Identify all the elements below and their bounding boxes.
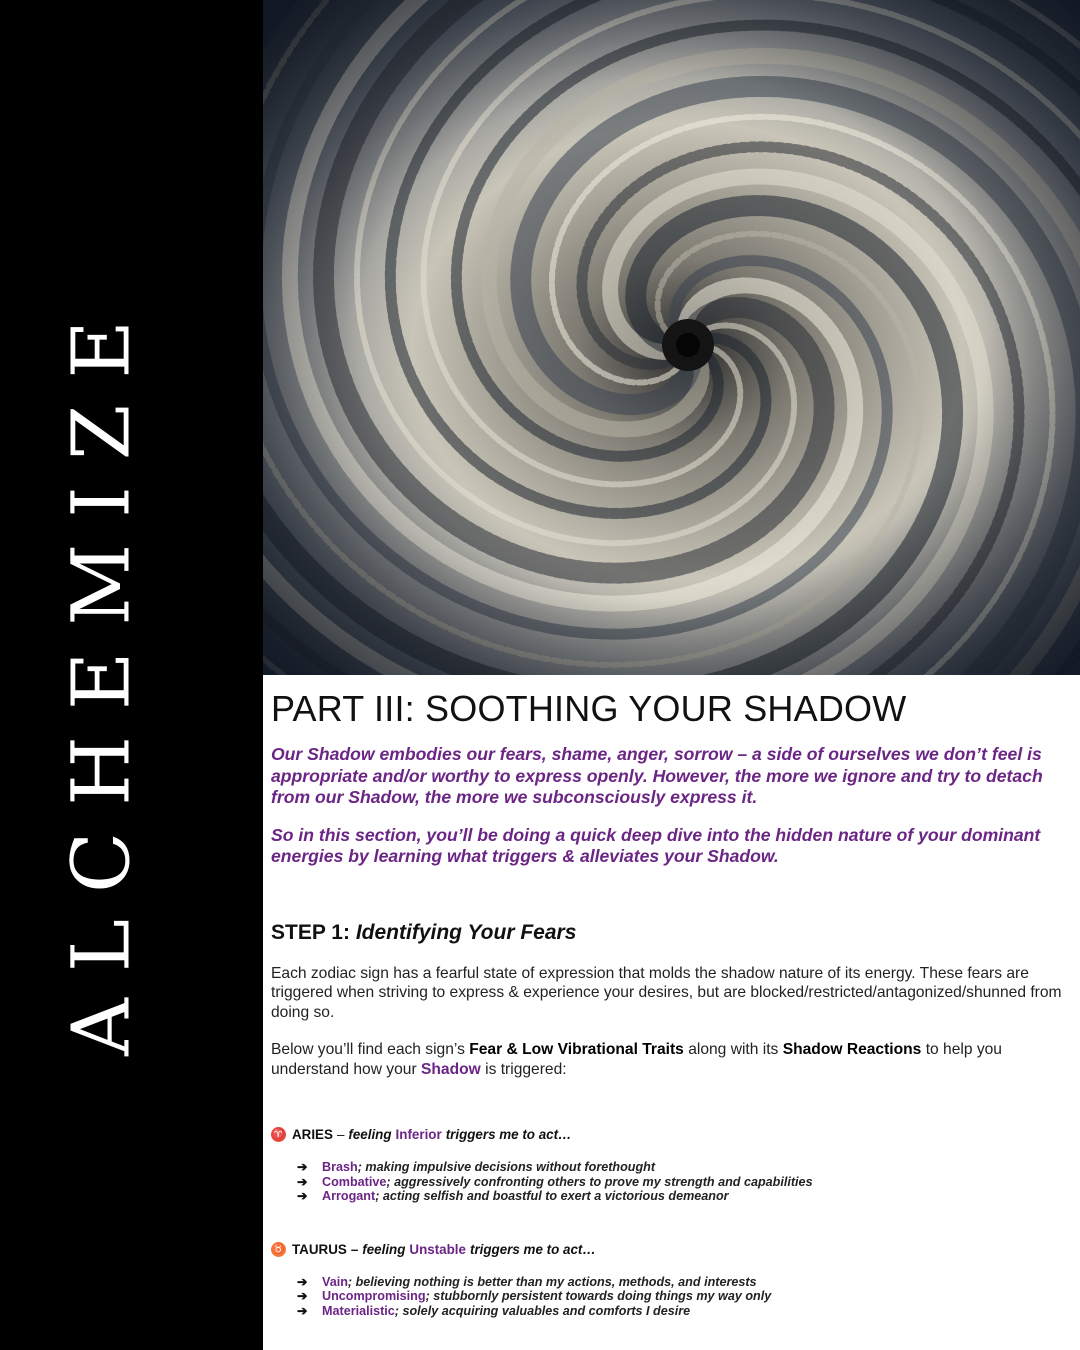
side-band — [0, 0, 263, 1350]
sign-heading — [271, 1242, 1066, 1257]
sign-feeling: feeling — [348, 1127, 392, 1142]
trait-desc: ; making impulsive decisions without forethought — [357, 1160, 656, 1174]
arrow-icon: ➔ — [297, 1274, 308, 1289]
para2-bold-shadow-reactions: Shadow Reactions — [782, 1041, 922, 1058]
list-item — [297, 1275, 1066, 1290]
intro-paragraph-2: So in this section, you’ll be doing a quick deep dive into the hidden nature of your dominant energies by learning what triggers & alleviates your Shadow. — [271, 824, 1041, 866]
hero-image — [263, 0, 1080, 675]
para2-bold-fear-traits: Fear & Low Vibrational Traits — [469, 1041, 684, 1058]
trait-desc: ; solely acquiring valuables and comforts I desire — [394, 1303, 691, 1318]
brand-wordmark: ALCHEMIZE — [54, 294, 148, 1056]
paragraph-below — [271, 1040, 1066, 1079]
arrow-icon: ➔ — [297, 1174, 308, 1189]
trait-name: Vain — [322, 1274, 348, 1289]
para2-text-4: is triggered: — [485, 1060, 567, 1078]
para2-bold-shadow: Shadow — [420, 1060, 481, 1078]
aries-icon: ♈ — [272, 1129, 285, 1140]
arrow-icon: ➔ — [297, 1303, 308, 1318]
sign-section-aries — [271, 1127, 1066, 1204]
trait-desc: ; acting selfish and boastful to exert a victorious demeanor — [375, 1189, 729, 1204]
sign-dash: – — [350, 1241, 359, 1257]
list-item — [297, 1189, 1066, 1204]
trait-desc: ; believing nothing is better than my actions, methods, and interests — [347, 1274, 757, 1289]
list-item — [297, 1160, 1066, 1175]
arrow-icon: ➔ — [297, 1289, 308, 1304]
step-label: STEP 1: — [271, 920, 350, 944]
para2-text-3: to help you understand how your — [271, 1041, 1002, 1078]
sign-section-taurus — [271, 1242, 1066, 1319]
sign-name: ARIES — [292, 1127, 333, 1142]
arrow-icon: ➔ — [297, 1160, 308, 1174]
list-item — [297, 1304, 1066, 1319]
list-item — [297, 1289, 1066, 1304]
list-item — [297, 1175, 1066, 1190]
document-body — [271, 686, 1066, 1319]
para2-text-2: along with its — [688, 1041, 779, 1058]
sign-feeling: feeling — [362, 1241, 406, 1257]
para2-text-1: Below you’ll find each sign’s — [271, 1041, 465, 1058]
step-heading — [271, 920, 1066, 946]
trait-desc: ; stubbornly persistent towards doing things my way only — [425, 1289, 772, 1304]
trait-name: Arrogant — [322, 1189, 376, 1204]
sign-fear: Inferior — [395, 1127, 442, 1142]
sign-heading — [271, 1127, 1066, 1142]
taurus-icon: ♉ — [272, 1243, 285, 1255]
trait-name: Combative — [322, 1174, 387, 1189]
intro-paragraph-1: Our Shadow embodies our fears, shame, anger, sorrow – a side of ourselves we don’t feel is appropriate and/or worthy to express openly. However, the more we ignore and try to detach from our Shadow, the more we subconsciously express it. — [271, 744, 1043, 807]
sign-dash: – — [336, 1127, 345, 1142]
sign-name: TAURUS — [292, 1241, 347, 1257]
paragraph-zodiac-fears: Each zodiac sign has a fearful state of expression that molds the shadow nature of its energy. These fears are triggered when striving to express & experience your desires, but are blocked/restricted/antagonized/shunned from doing so. — [271, 964, 1062, 1021]
trait-list — [271, 1160, 1066, 1204]
trait-name: Uncompromising — [322, 1289, 426, 1304]
step-title: Identifying Your Fears — [355, 920, 577, 944]
arrow-icon: ➔ — [297, 1189, 308, 1204]
trait-list — [271, 1275, 1066, 1319]
sign-tail: triggers me to act… — [445, 1127, 572, 1142]
trait-desc: ; aggressively confronting others to prove my strength and capabilities — [386, 1174, 813, 1189]
trait-name: Brash — [322, 1160, 358, 1174]
sign-fear: Unstable — [409, 1241, 466, 1257]
part-title: PART III: SOOTHING YOUR SHADOW — [271, 688, 907, 729]
sign-tail: triggers me to act… — [469, 1241, 596, 1257]
trait-name: Materialistic — [322, 1303, 395, 1318]
